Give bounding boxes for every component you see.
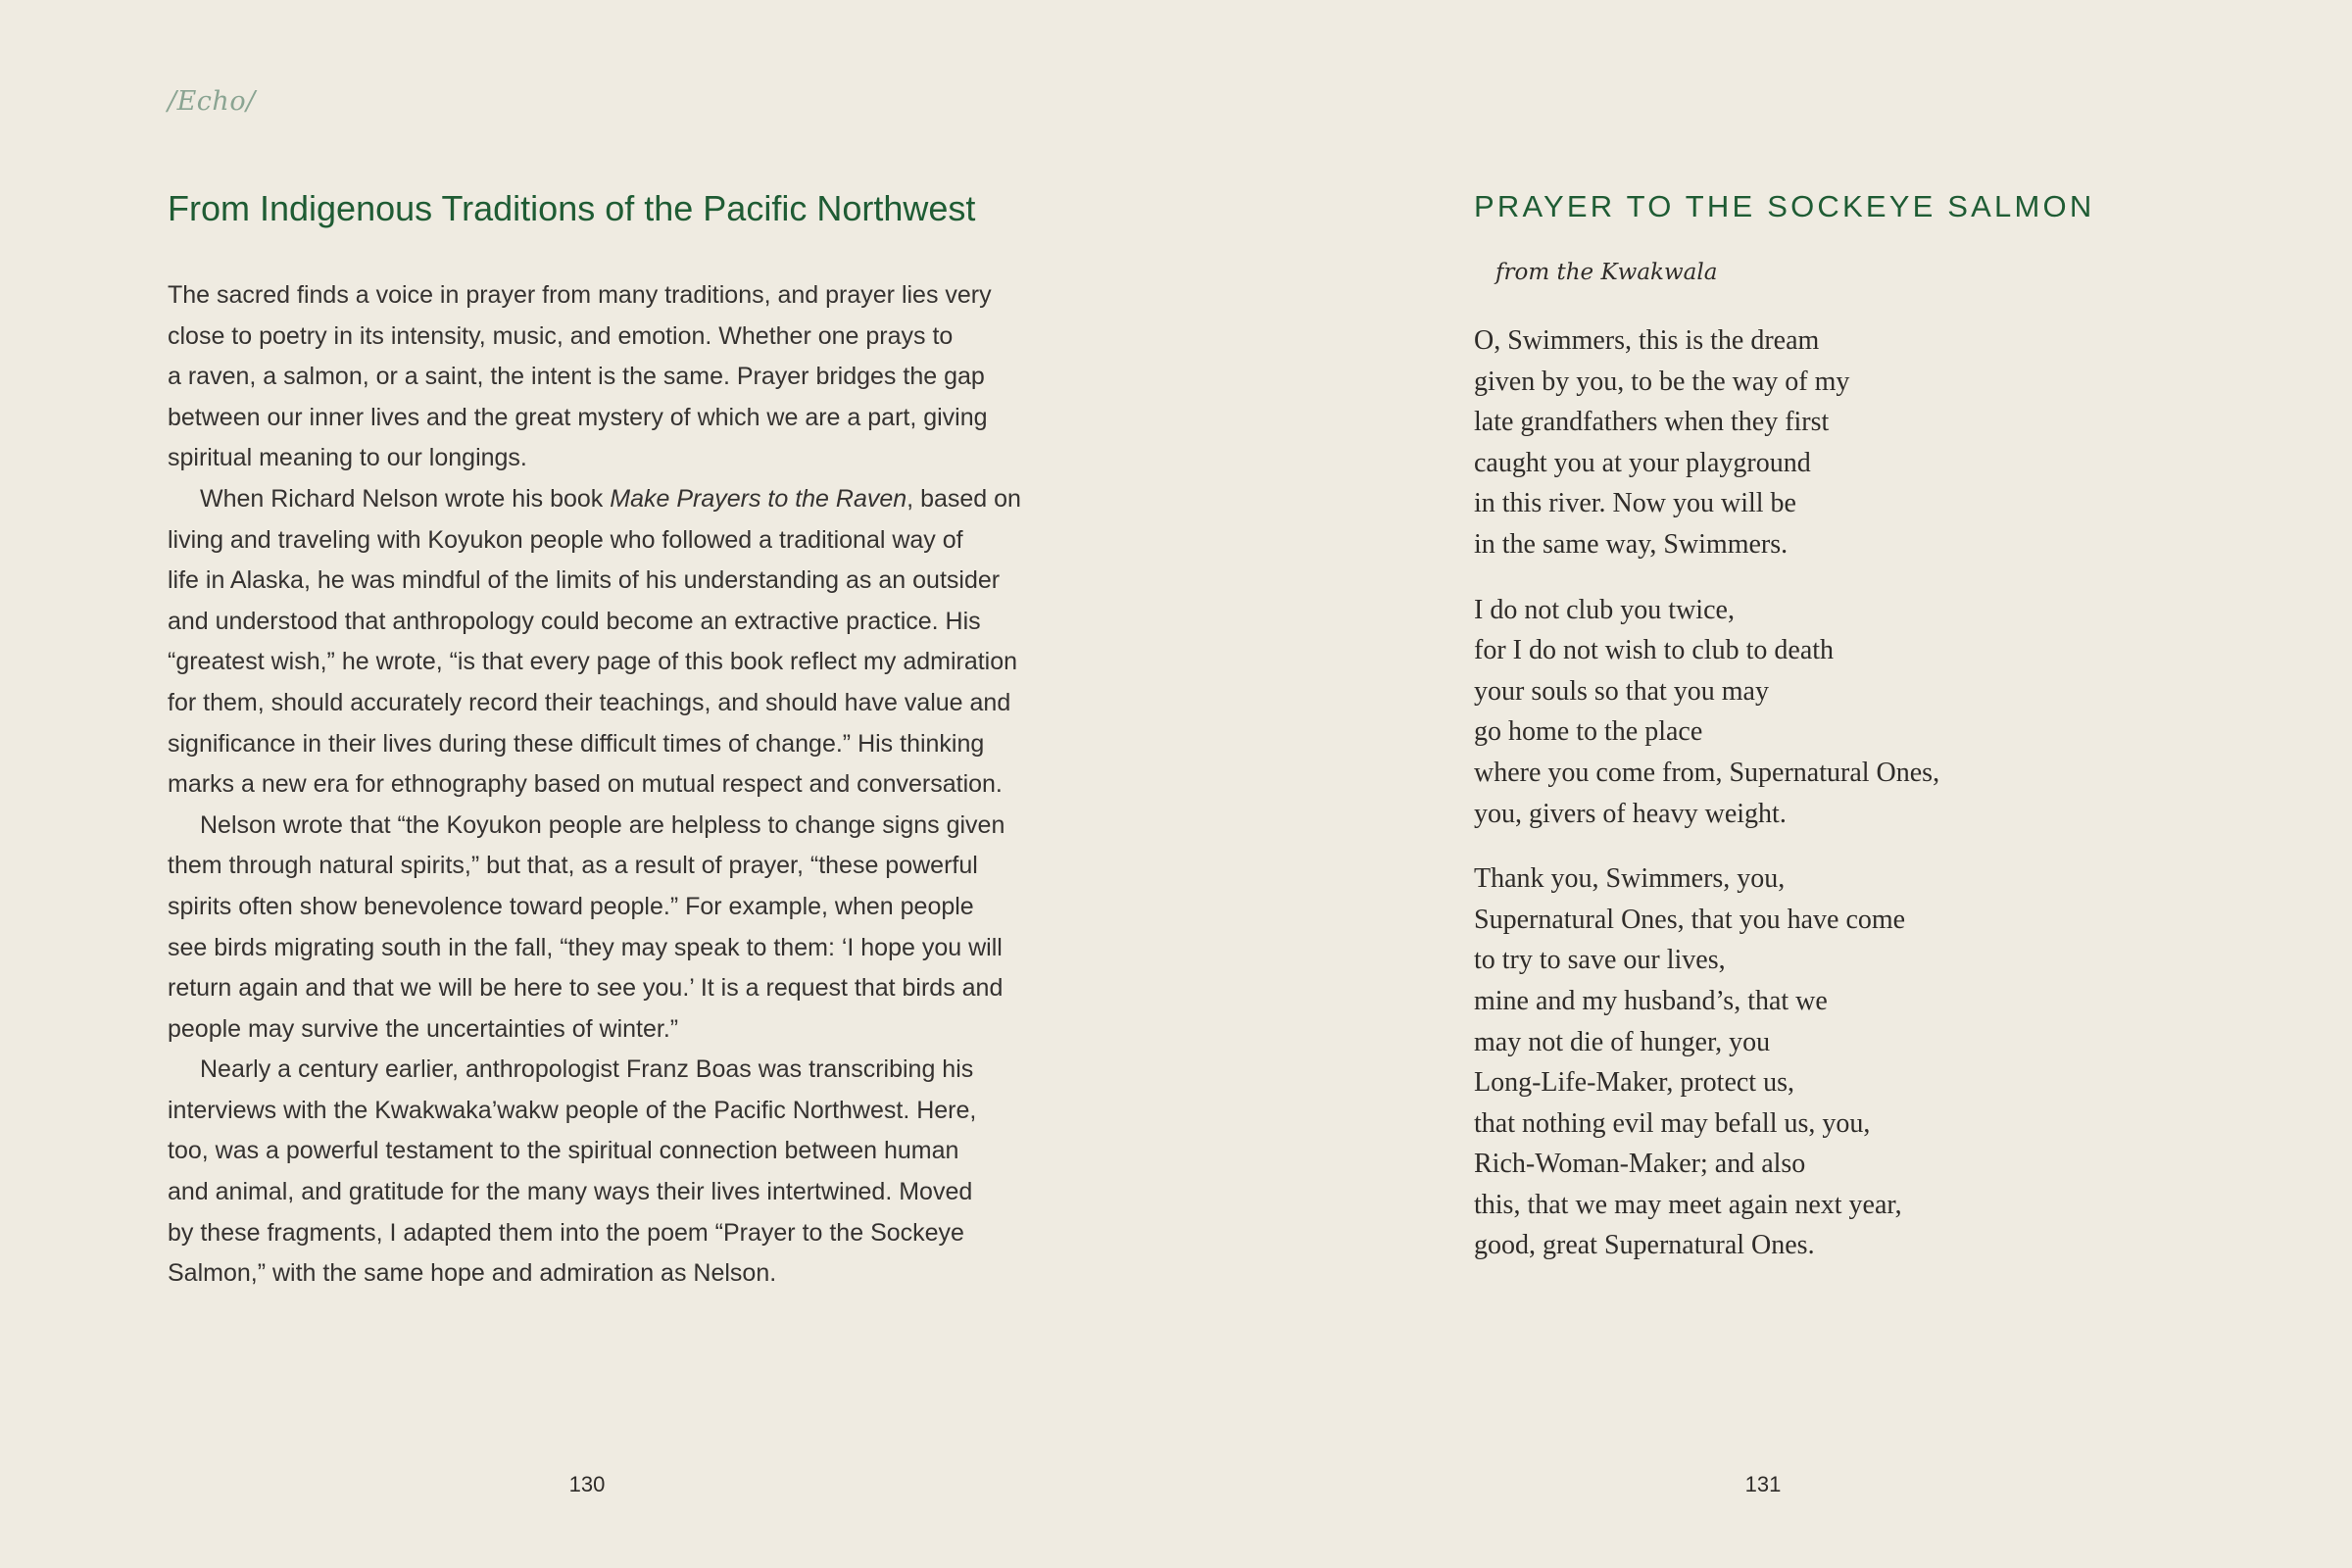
page-number-left: 130 (568, 1472, 606, 1496)
poem-line: given by you, to be the way of my (1474, 366, 1850, 397)
poem-line: late grandfathers when they first (1474, 407, 1830, 438)
poem-line: your souls so that you may (1474, 675, 1769, 707)
prose-line: close to poetry in its intensity, music, and emotion. Whether one prays to (168, 321, 954, 350)
right-page (1176, 0, 2352, 1568)
poem-line: where you come from, Supernatural Ones, (1474, 757, 1940, 788)
prose-line: for them, should accurately record their teachings, and should have value and (168, 688, 1011, 716)
poem-line: I do not club you twice, (1474, 594, 1735, 625)
prose-line: see birds migrating south in the fall, “they may speak to them: ‘I hope you will (168, 933, 1003, 961)
prose-line: spiritual meaning to our longings. (168, 444, 527, 472)
prose-line: “greatest wish,” he wrote, “is that every page of this book reflect my admiration (168, 648, 1018, 676)
prose-line: living and traveling with Koyukon people who followed a traditional way of (168, 525, 963, 554)
poem-line: Thank you, Swimmers, you, (1474, 863, 1786, 895)
prose-line: spirits often show benevolence toward people.” For example, when people (168, 892, 974, 920)
poem-line: this, that we may meet again next year, (1474, 1189, 1902, 1220)
poem-line: for I do not wish to club to death (1474, 635, 1835, 666)
prose-line: a raven, a salmon, or a saint, the intent is the same. Prayer bridges the gap (168, 363, 985, 391)
prose-line: Nearly a century earlier, anthropologist Franz Boas was transcribing his (200, 1055, 974, 1084)
poem-line: O, Swimmers, this is the dream (1474, 325, 1820, 356)
prose-line: people may survive the uncertainties of winter.” (168, 1014, 679, 1043)
page-number-right: 131 (1744, 1472, 1782, 1496)
prose-line-text: , based on (906, 484, 1021, 513)
poem-title: PRAYER TO THE SOCKEYE SALMON (1474, 189, 2095, 223)
poem-line: mine and my husband’s, that we (1474, 985, 1828, 1016)
poem-line: that nothing evil may befall us, you, (1474, 1107, 1871, 1139)
introduction-text (168, 275, 1030, 1295)
running-head: /Echo/ (168, 86, 256, 117)
poem-line: you, givers of heavy weight. (1474, 798, 1787, 829)
prose-line: Salmon,” with the same hope and admiration as Nelson. (168, 1259, 777, 1288)
prose-line: return again and that we will be here to see you.’ It is a request that birds and (168, 974, 1004, 1003)
prose-line: between our inner lives and the great mystery of which we are a part, giving (168, 403, 988, 431)
prose-line: and animal, and gratitude for the many ways their lives intertwined. Moved (168, 1178, 973, 1206)
prose-line: interviews with the Kwakwaka’wakw people of the Pacific Northwest. Here, (168, 1096, 977, 1124)
prose-line: and understood that anthropology could become an extractive practice. His (168, 607, 981, 635)
prose-line: The sacred finds a voice in prayer from many traditions, and prayer lies very (168, 281, 992, 309)
poem-stanza (1474, 590, 1939, 835)
poem-line: Rich-Woman-Maker; and also (1474, 1149, 1806, 1180)
prose-line: significance in their lives during these difficult times of change.” His thinking (168, 729, 985, 758)
prose-line: them through natural spirits,” but that, as a result of prayer, “these powerful (168, 852, 978, 880)
prose-line: too, was a powerful testament to the spiritual connection between human (168, 1137, 959, 1165)
prose-line-text: When Richard Nelson wrote his book (200, 484, 611, 513)
prose-line: life in Alaska, he was mindful of the limits of his understanding as an outsider (168, 566, 1001, 595)
poem-line: good, great Supernatural Ones. (1474, 1230, 1815, 1261)
poem-line: go home to the place (1474, 716, 1703, 748)
poem-line: in this river. Now you will be (1474, 488, 1796, 519)
poem-body (1474, 320, 1939, 1291)
poem-line: to try to save our lives, (1474, 945, 1726, 976)
poem-stanza (1474, 320, 1939, 565)
poem-line: Supernatural Ones, that you have come (1474, 904, 1906, 935)
chapter-title: From Indigenous Traditions of the Pacific Northwest (168, 188, 976, 228)
prose-line: marks a new era for ethnography based on mutual respect and conversation. (168, 770, 1003, 799)
poem-line: Long-Life-Maker, protect us, (1474, 1067, 1794, 1099)
poem-stanza (1474, 858, 1939, 1266)
poem-line: caught you at your playground (1474, 447, 1811, 478)
poem-line: in the same way, Swimmers. (1474, 528, 1788, 560)
poem-line: may not die of hunger, you (1474, 1026, 1771, 1057)
prose-line (168, 479, 1030, 520)
book-title: Make Prayers to the Raven (610, 484, 907, 513)
prose-line: Nelson wrote that “the Koyukon people are helpless to change signs given (200, 810, 1005, 839)
prose-line: by these fragments, I adapted them into the poem “Prayer to the Sockeye (168, 1218, 964, 1247)
poem-source: from the Kwakwala (1495, 260, 1718, 285)
